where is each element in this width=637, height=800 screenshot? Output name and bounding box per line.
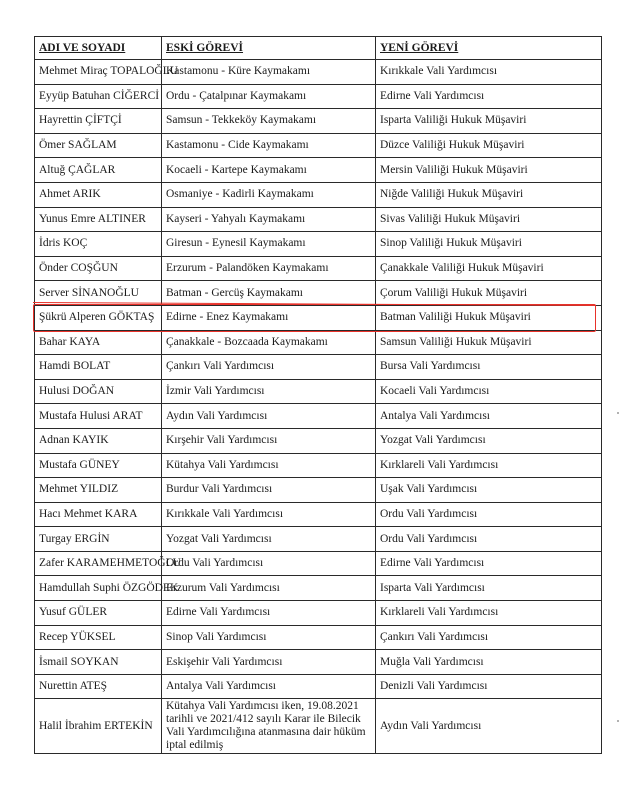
table-row [35, 256, 602, 281]
cell-new-post: Düzce Valiliği Hukuk Müşaviri [376, 133, 602, 158]
table-row [35, 551, 602, 576]
table-row [35, 699, 602, 754]
table-row [35, 281, 602, 306]
table-row [35, 330, 602, 355]
cell-old-post: Erzurum Vali Yardımcısı [162, 576, 376, 601]
table-row [35, 133, 602, 158]
cell-new-post: Uşak Vali Yardımcısı [376, 478, 602, 503]
cell-name: Recep YÜKSEL [35, 625, 162, 650]
cell-name: Hamdi BOLAT [35, 355, 162, 380]
cell-old-post: Ordu Vali Yardımcısı [162, 551, 376, 576]
cell-new-post: Ordu Vali Yardımcısı [376, 527, 602, 552]
cell-name: Ömer SAĞLAM [35, 133, 162, 158]
cell-new-post: Batman Valiliği Hukuk Müşaviri [376, 305, 602, 330]
cell-new-post: Yozgat Vali Yardımcısı [376, 428, 602, 453]
header-name: ADI VE SOYADI [35, 37, 162, 60]
table-row [35, 502, 602, 527]
table-row [35, 109, 602, 134]
cell-new-post: Çorum Valiliği Hukuk Müşaviri [376, 281, 602, 306]
cell-old-post: Kütahya Vali Yardımcısı [162, 453, 376, 478]
cell-new-post: Isparta Valiliği Hukuk Müşaviri [376, 109, 602, 134]
cell-new-post: Denizli Vali Yardımcısı [376, 674, 602, 699]
table-row [35, 453, 602, 478]
table-row [35, 232, 602, 257]
cell-old-post: Kütahya Vali Yardımcısı iken, 19.08.2021 tarihli ve 2021/412 sayılı Karar ile Bilecik Vali Yardımcılığına atanmasına dair hüküm iptal edilmiş [162, 699, 376, 754]
cell-old-post: Kastamonu - Küre Kaymakamı [162, 60, 376, 85]
table-row [35, 182, 602, 207]
cell-name: Mustafa GÜNEY [35, 453, 162, 478]
table-row [35, 379, 602, 404]
cell-new-post: Aydın Vali Yardımcısı [376, 699, 602, 754]
cell-new-post: Çankırı Vali Yardımcısı [376, 625, 602, 650]
cell-old-post: İzmir Vali Yardımcısı [162, 379, 376, 404]
cell-new-post: Niğde Valiliği Hukuk Müşaviri [376, 182, 602, 207]
cell-old-post: Edirne - Enez Kaymakamı [162, 305, 376, 330]
table-row [35, 60, 602, 85]
table-row [35, 428, 602, 453]
scan-speck [617, 720, 619, 722]
table-row [35, 650, 602, 675]
cell-old-post: Eskişehir Vali Yardımcısı [162, 650, 376, 675]
cell-old-post: Kocaeli - Kartepe Kaymakamı [162, 158, 376, 183]
cell-name: Adnan KAYIK [35, 428, 162, 453]
cell-name: İdris KOÇ [35, 232, 162, 257]
cell-name: Zafer KARAMEHMETOĞLU [35, 551, 162, 576]
cell-old-post: Çankırı Vali Yardımcısı [162, 355, 376, 380]
cell-old-post: Kırşehir Vali Yardımcısı [162, 428, 376, 453]
table-row [35, 478, 602, 503]
cell-old-post: Edirne Vali Yardımcısı [162, 601, 376, 626]
cell-new-post: Kırıkkale Vali Yardımcısı [376, 60, 602, 85]
cell-name: Server SİNANOĞLU [35, 281, 162, 306]
scan-speck [617, 412, 619, 414]
table-row [35, 601, 602, 626]
cell-new-post: Kırklareli Vali Yardımcısı [376, 601, 602, 626]
cell-name: Mustafa Hulusi ARAT [35, 404, 162, 429]
cell-new-post: Mersin Valiliği Hukuk Müşaviri [376, 158, 602, 183]
cell-old-post: Kastamonu - Cide Kaymakamı [162, 133, 376, 158]
cell-new-post: Muğla Vali Yardımcısı [376, 650, 602, 675]
table-row [35, 355, 602, 380]
cell-name: Hayrettin ÇİFTÇİ [35, 109, 162, 134]
header-new-post: YENİ GÖREVİ [376, 37, 602, 60]
cell-new-post: Kocaeli Vali Yardımcısı [376, 379, 602, 404]
cell-old-post: Kayseri - Yahyalı Kaymakamı [162, 207, 376, 232]
cell-old-post: Aydın Vali Yardımcısı [162, 404, 376, 429]
cell-name: Mehmet YILDIZ [35, 478, 162, 503]
cell-old-post: Sinop Vali Yardımcısı [162, 625, 376, 650]
cell-name: Şükrü Alperen GÖKTAŞ [35, 305, 162, 330]
cell-old-post: Erzurum - Palandöken Kaymakamı [162, 256, 376, 281]
cell-new-post: Sivas Valiliği Hukuk Müşaviri [376, 207, 602, 232]
cell-new-post: Edirne Vali Yardımcısı [376, 84, 602, 109]
table-row [35, 625, 602, 650]
appointments-table [34, 36, 602, 754]
cell-name: Ahmet ARIK [35, 182, 162, 207]
table-row [35, 576, 602, 601]
cell-name: Turgay ERGİN [35, 527, 162, 552]
cell-old-post: Antalya Vali Yardımcısı [162, 674, 376, 699]
cell-name: Halil İbrahim ERTEKİN [35, 699, 162, 754]
cell-old-post: Batman - Gercüş Kaymakamı [162, 281, 376, 306]
cell-old-post: Osmaniye - Kadirli Kaymakamı [162, 182, 376, 207]
cell-new-post: Kırklareli Vali Yardımcısı [376, 453, 602, 478]
table-row [35, 207, 602, 232]
cell-old-post: Giresun - Eynesil Kaymakamı [162, 232, 376, 257]
table-row [35, 84, 602, 109]
cell-name: Önder COŞĞUN [35, 256, 162, 281]
cell-new-post: Antalya Vali Yardımcısı [376, 404, 602, 429]
table-row [35, 674, 602, 699]
table-row [35, 404, 602, 429]
table-row [35, 158, 602, 183]
cell-new-post: Ordu Vali Yardımcısı [376, 502, 602, 527]
cell-new-post: Isparta Vali Yardımcısı [376, 576, 602, 601]
cell-name: Hamdullah Suphi ÖZGÖDEK [35, 576, 162, 601]
cell-new-post: Sinop Valiliği Hukuk Müşaviri [376, 232, 602, 257]
cell-name: İsmail SOYKAN [35, 650, 162, 675]
cell-old-post: Kırıkkale Vali Yardımcısı [162, 502, 376, 527]
cell-name: Nurettin ATEŞ [35, 674, 162, 699]
cell-old-post: Ordu - Çatalpınar Kaymakamı [162, 84, 376, 109]
cell-old-post: Burdur Vali Yardımcısı [162, 478, 376, 503]
cell-old-post: Yozgat Vali Yardımcısı [162, 527, 376, 552]
cell-new-post: Edirne Vali Yardımcısı [376, 551, 602, 576]
table-header-row [35, 37, 602, 60]
cell-old-post: Çanakkale - Bozcaada Kaymakamı [162, 330, 376, 355]
cell-new-post: Bursa Vali Yardımcısı [376, 355, 602, 380]
table-row [35, 305, 602, 330]
cell-name: Yusuf GÜLER [35, 601, 162, 626]
cell-name: Eyyüp Batuhan CİĞERCİ [35, 84, 162, 109]
table-row [35, 527, 602, 552]
cell-new-post: Samsun Valiliği Hukuk Müşaviri [376, 330, 602, 355]
cell-name: Mehmet Miraç TOPALOĞLU [35, 60, 162, 85]
cell-name: Yunus Emre ALTINER [35, 207, 162, 232]
cell-old-post: Samsun - Tekkeköy Kaymakamı [162, 109, 376, 134]
cell-new-post: Çanakkale Valiliği Hukuk Müşaviri [376, 256, 602, 281]
cell-name: Hacı Mehmet KARA [35, 502, 162, 527]
cell-name: Altuğ ÇAĞLAR [35, 158, 162, 183]
cell-name: Bahar KAYA [35, 330, 162, 355]
cell-name: Hulusi DOĞAN [35, 379, 162, 404]
header-old-post: ESKİ GÖREVİ [162, 37, 376, 60]
